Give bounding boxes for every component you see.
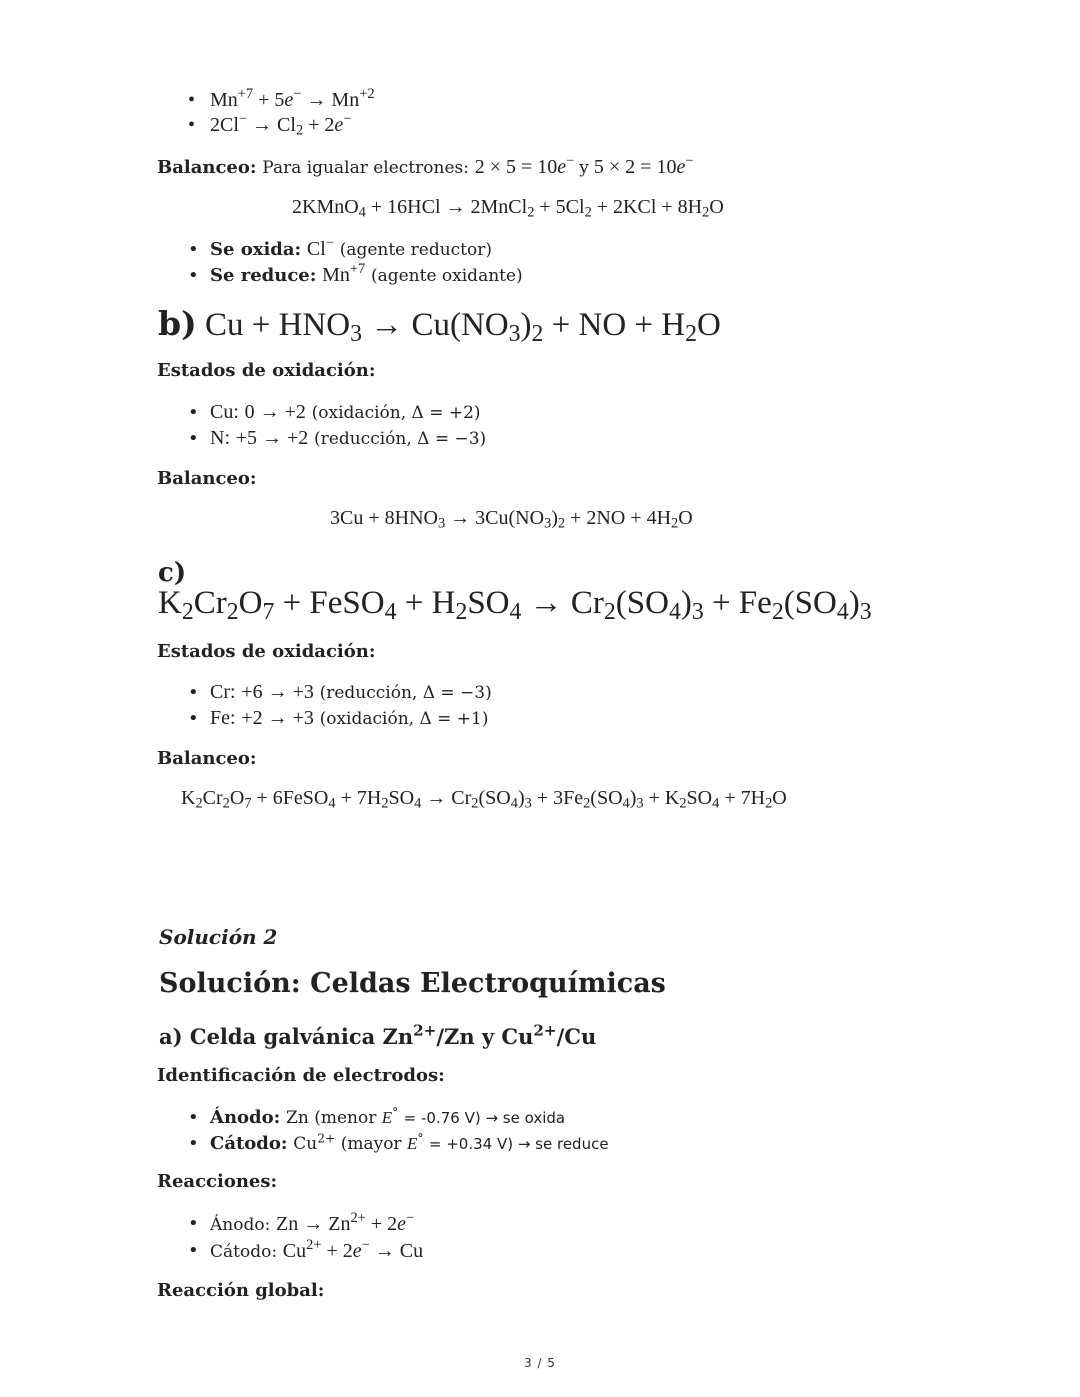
reacciones-label: Reacciones: <box>157 1171 278 1192</box>
heading-b: b) $Cu + HNO_3 \to Cu(NO_3)_2$ + NO + $H_2O$ <box>158 304 721 347</box>
state-cu-detail: (oxidación, Δ = +2) <box>311 403 481 423</box>
catodo-label: Cátodo: <box>210 1133 288 1154</box>
state-cu-species: Cu: <box>210 401 239 423</box>
oxidation-states-c <box>188 680 492 732</box>
reduce-species: $Mn^{+7}$ <box>322 261 366 286</box>
state-n-change: +5 → +2 <box>235 427 309 449</box>
reactions-list <box>188 1211 423 1265</box>
balanceo-label-b: Balanceo: <box>157 468 257 489</box>
half-reaction-cl: • $2Cl^- \to Cl_2 + 2e^-$ <box>188 113 375 138</box>
state-fe-species: Fe: <box>210 707 236 729</box>
solucion-2-title: Solución: Celdas Electroquímicas <box>159 968 666 999</box>
state-cr-detail: (reducción, Δ = −3) <box>319 683 492 703</box>
state-fe-change: +2 → +3 <box>241 707 314 729</box>
balanceo-line-a <box>157 153 694 179</box>
reaccion-catodo-eq: $Cu^{2+} + 2e^- \to Cu$ <box>282 1237 424 1262</box>
reaccion-catodo <box>188 1238 423 1265</box>
reaccion-global-label: Reacción global: <box>157 1280 325 1301</box>
state-fe <box>188 706 492 732</box>
label-c: c) <box>158 558 187 588</box>
solucion-2-label: Solución 2 <box>159 925 278 949</box>
half-reaction-mn: • $Mn^{+7} + 5e^- \to Mn^{+2}$ <box>188 88 375 113</box>
balanceo-math-a: 2 × 5 = 10e− y 5 × 2 = 10e− <box>474 153 694 178</box>
state-cr-species: Cr: <box>210 681 236 703</box>
anodo-label: Ánodo: <box>210 1107 281 1128</box>
state-fe-detail: (oxidación, Δ = +1) <box>319 709 489 729</box>
electrodes-list <box>188 1105 609 1157</box>
state-n <box>188 426 486 452</box>
state-n-detail: (reducción, Δ = −3) <box>314 429 487 449</box>
oxida-item <box>188 237 523 263</box>
anodo-text: Zn (menor E° = -0.76 V) → se oxida <box>286 1105 566 1128</box>
redox-agents-list <box>188 237 523 289</box>
catodo-item <box>188 1131 609 1157</box>
equation-a: 2KMnO$_4$ + 16HCl → 2MnCl$_2$ + $5Cl_2 + 2KCl + 8H_2O$ <box>292 196 724 221</box>
state-cu <box>188 400 486 426</box>
identificacion-label: Identificación de electrodos: <box>157 1065 445 1086</box>
reduce-item <box>188 263 523 289</box>
balanceo-label-c: Balanceo: <box>157 748 257 769</box>
reaccion-anodo <box>188 1211 423 1238</box>
oxida-label: Se oxida: <box>210 239 302 260</box>
state-cr-change: +6 → +3 <box>241 681 314 703</box>
oxida-text: (agente reductor) <box>339 240 493 260</box>
anodo-item <box>188 1105 609 1131</box>
estados-label-b: Estados de oxidación: <box>157 360 376 381</box>
half-reactions-list <box>188 88 375 138</box>
balanceo-label-a: Balanceo: <box>157 157 257 178</box>
reaccion-catodo-label: Cátodo: <box>210 1242 278 1262</box>
reduce-label: Se reduce: <box>210 265 317 286</box>
oxida-species: Cl− <box>306 235 334 260</box>
page-number: 3 / 5 <box>524 1356 556 1370</box>
equation-b: $3Cu + 8HNO_3 \to 3Cu(NO_3)_2 + 2NO + 4H_2O$ <box>330 507 693 532</box>
state-cu-change: 0 → +2 <box>244 401 306 423</box>
balanceo-text-a: Para igualar electrones: <box>262 158 469 178</box>
reaccion-anodo-eq: $Zn \to Zn^{2+} + 2e^-$ <box>276 1210 415 1235</box>
state-cr <box>188 680 492 706</box>
reduce-text: (agente oxidante) <box>370 266 523 286</box>
galvanic-cell-subtitle: a) Celda galvánica $Zn^{2+}/Zn$ y $Cu^{2+}/Cu$ <box>159 1021 597 1049</box>
heading-c: $K_2Cr_2O_7$ + FeSO$_4$ + $H_2SO_4 \to Cr_2(SO_4)_3 + Fe_2(SO_4)_3$ <box>158 585 872 622</box>
catodo-text: $Cu^{2+}$ (mayor E° = +0.34 V) → se reduce <box>293 1131 609 1154</box>
oxidation-states-b <box>188 400 486 452</box>
estados-label-c: Estados de oxidación: <box>157 641 376 662</box>
state-n-species: N: <box>210 427 230 449</box>
equation-c: $K_2Cr_2O_7$ + 6FeSO$_4$ + $7H_2SO_4 \to Cr_2(SO_4)_3 + 3Fe_2(SO_4)_3 + K_2SO_4 + 7H_2O$ <box>181 787 787 812</box>
reaccion-anodo-label: Ánodo: <box>210 1215 271 1235</box>
